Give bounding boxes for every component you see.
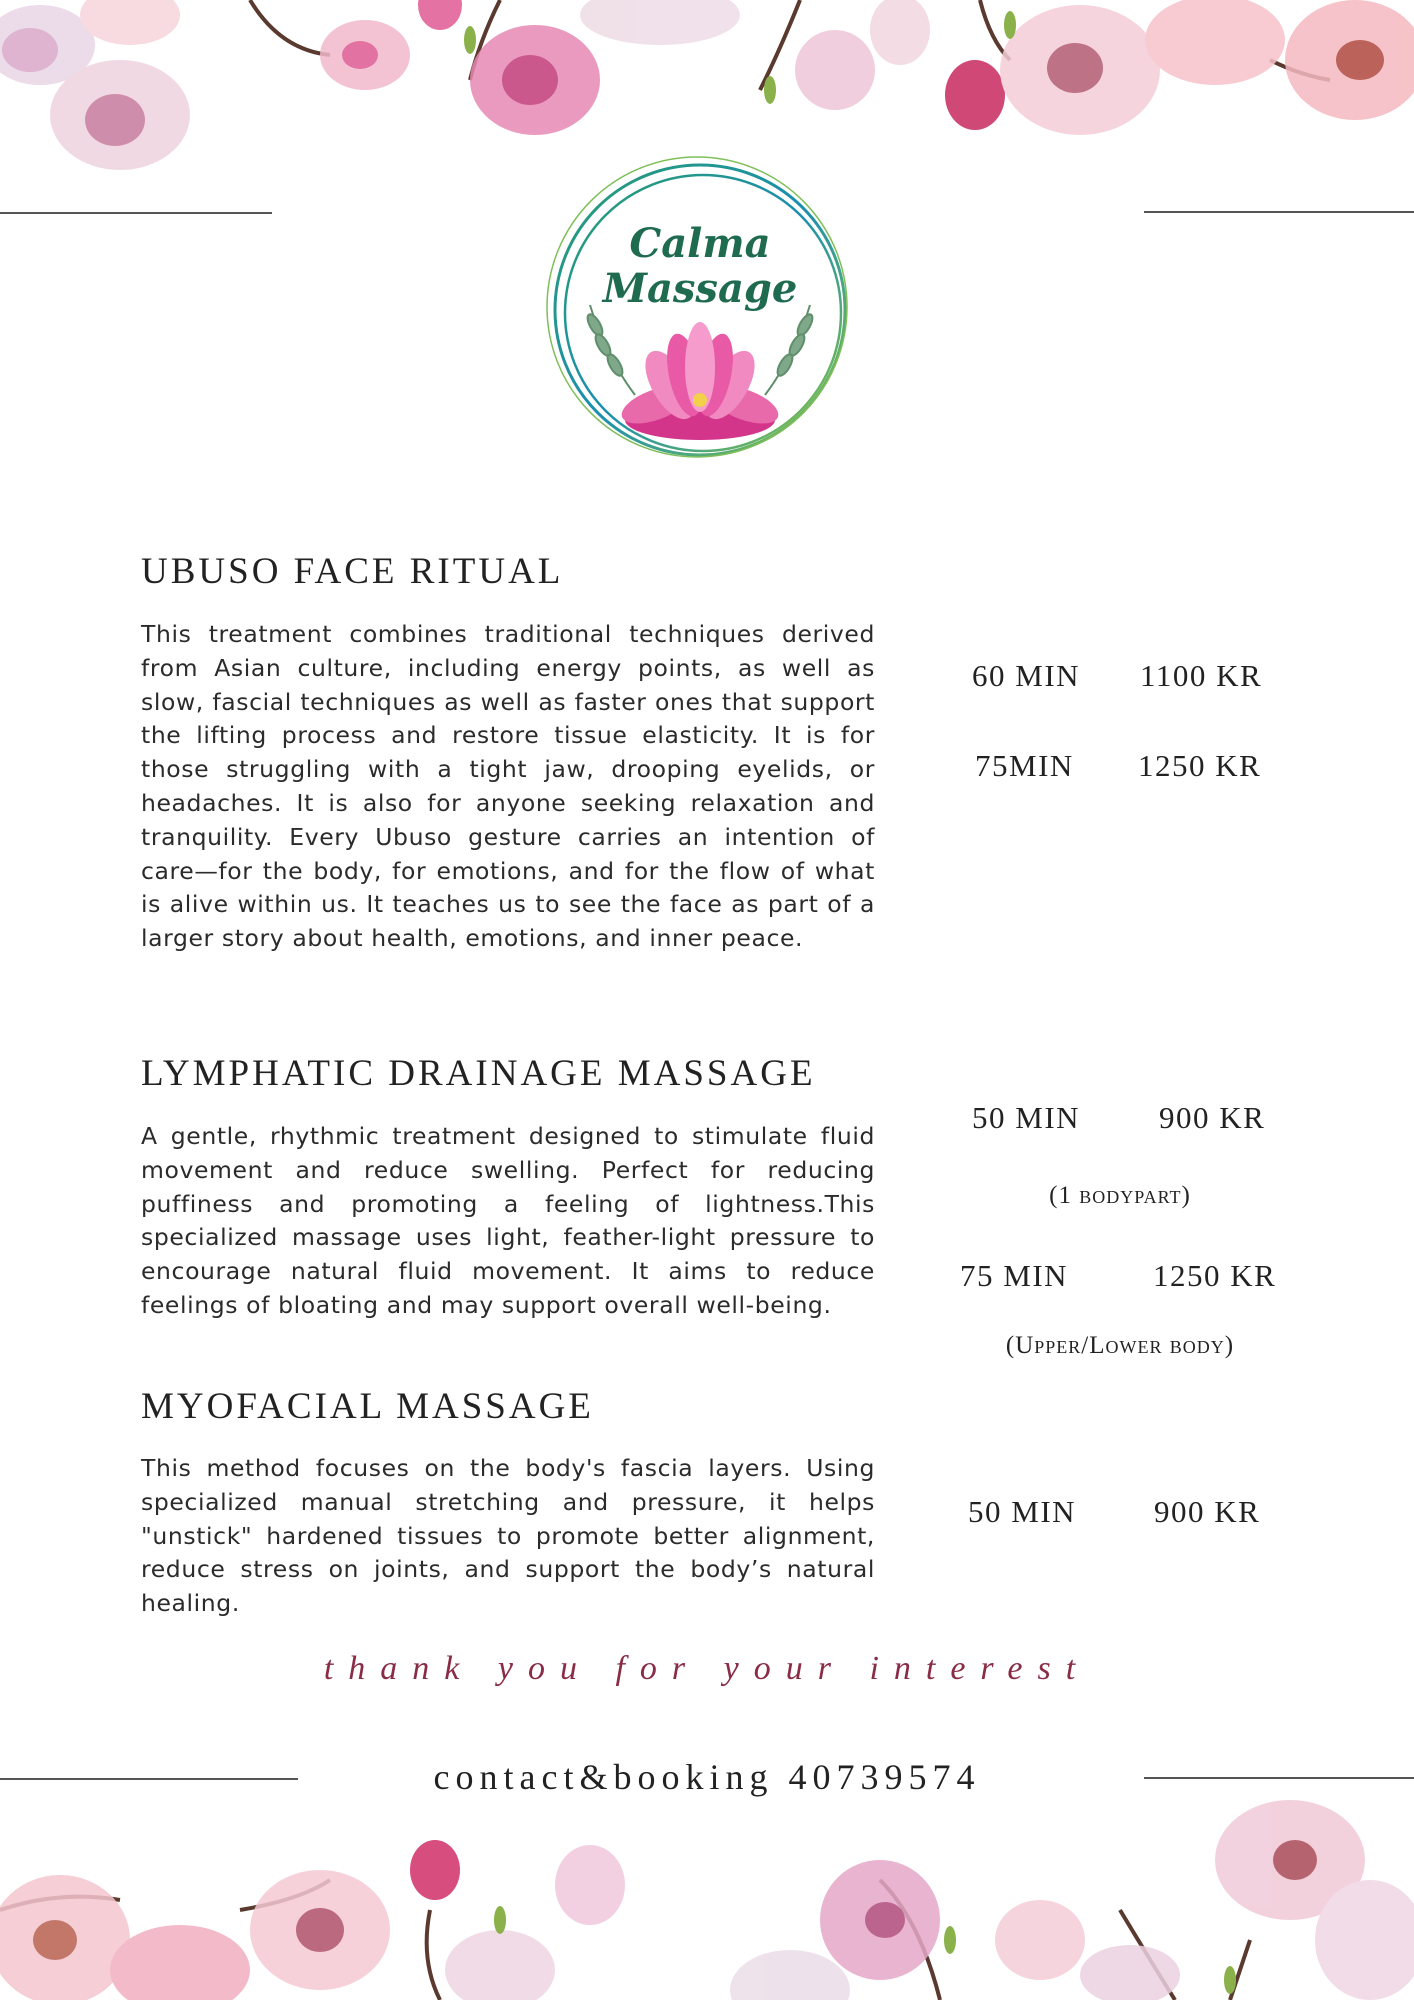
price-row	[972, 658, 1262, 694]
contact-booking-text: contact&booking 40739574	[433, 1757, 981, 1797]
price-amount: 1100 KR	[1140, 658, 1263, 693]
logo	[545, 155, 855, 475]
bottom-flower-decoration	[0, 1790, 1414, 2000]
price-row	[960, 1258, 1276, 1294]
divider-line	[0, 212, 272, 214]
price-row	[968, 1494, 1260, 1530]
thank-you-text: thank you for your interest	[323, 1650, 1091, 1687]
logo-text-calma: Calma	[629, 220, 771, 267]
section-description-ubuso: This treatment combines traditional techniques derived from Asian culture, including energy points, as well as slow, fascial techniques as well as faster ones that support the lifting process and restore tissue elasticity. It is for those struggling with a tight jaw, drooping eyelids, or headaches. It is also for anyone seeking relaxation and tranquility. Every Ubuso gesture carries an intention of care—for the body, for emotions, and for the flow of what is alive within us. It teaches us to see the face as part of a larger story about health, emotions, and inner peace.	[141, 620, 875, 953]
price-amount: 1250 KR	[1138, 748, 1262, 783]
divider-line	[1144, 211, 1414, 213]
price-note: (1 bodypart)	[1049, 1182, 1191, 1209]
price-duration: 50 MIN	[972, 1100, 1081, 1135]
price-amount: 1250 KR	[1153, 1258, 1277, 1293]
section-description-myofacial: This method focuses on the body's fascia layers. Using specialized manual stretching and pressure, it helps "unstick" hardened tissues to promote better alignment, reduce stress on joints, and support the body’s natural healing.	[141, 1454, 875, 1618]
logo-text-massage: Massage	[602, 265, 798, 312]
price-duration: 75MIN	[975, 748, 1074, 783]
section-title-myofacial: MYOFACIAL MASSAGE	[141, 1386, 594, 1427]
price-duration: 50 MIN	[968, 1494, 1077, 1529]
price-row	[972, 1100, 1265, 1136]
price-duration: 75 MIN	[960, 1258, 1069, 1293]
section-title-ubuso: UBUSO FACE RITUAL	[141, 551, 564, 592]
section-title-lymphatic: LYMPHATIC DRAINAGE MASSAGE	[141, 1053, 816, 1094]
section-description-lymphatic: A gentle, rhythmic treatment designed to stimulate fluid movement and reduce swelling. Perfect for reducing puffiness and promoting a feeling of lightness.This specialized massage uses light, feather-light pressure to encourage natural fluid movement. It aims to reduce feelings of bloating and may support overall well-being.	[141, 1122, 875, 1319]
price-amount: 900 KR	[1154, 1494, 1261, 1529]
price-amount: 900 KR	[1159, 1100, 1266, 1135]
price-duration: 60 MIN	[972, 658, 1081, 693]
price-note: (Upper/Lower body)	[1005, 1332, 1235, 1359]
price-row	[975, 748, 1261, 784]
